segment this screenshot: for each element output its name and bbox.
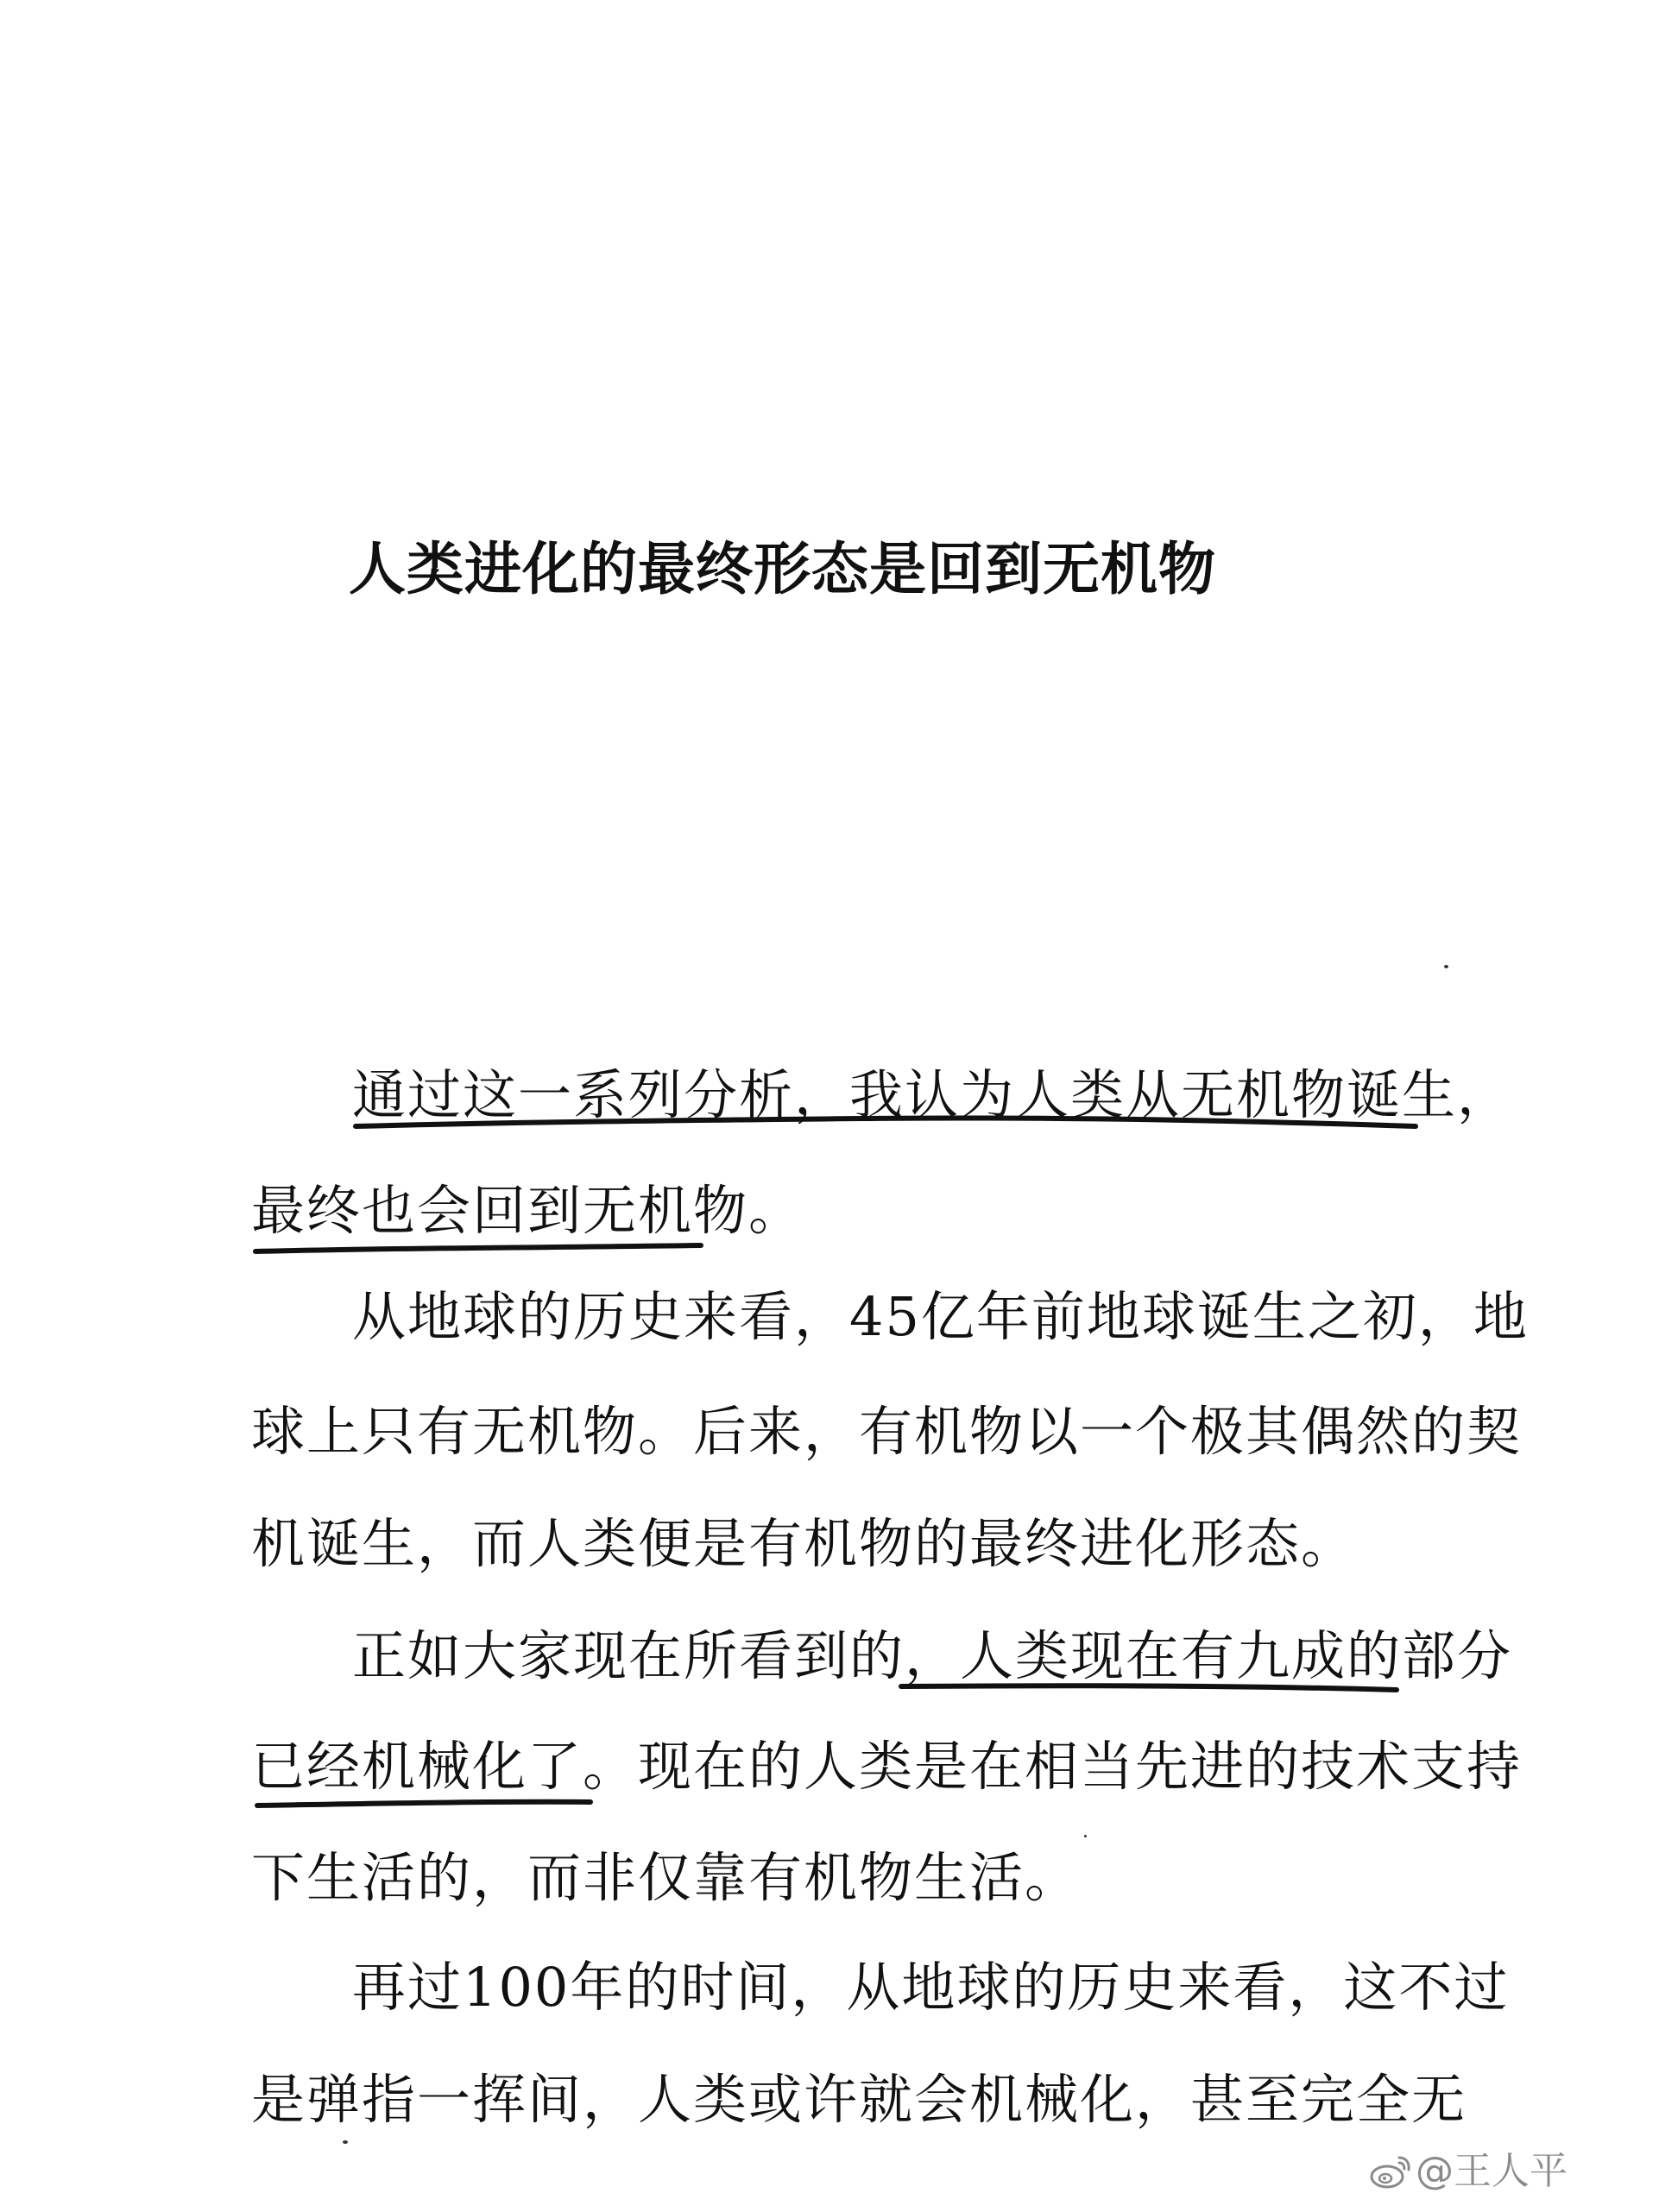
underline-4 [257,1802,590,1806]
body-line-2: 最终也会回到无机物。 [251,1179,804,1242]
scan-speck [343,2140,348,2144]
body-line-9: 再过100年的时间，从地球的历史来看，这不过 [352,1956,1510,2019]
body-line-4: 球上只有无机物。后来，有机物以一个极其偶然的契 [251,1400,1523,1463]
body-line-3: 从地球的历史来看，45亿年前地球诞生之初，地 [352,1285,1529,1348]
body-line-10: 是弹指一挥间，人类或许就会机械化，甚至完全无 [251,2068,1467,2131]
underline-2 [255,1245,701,1251]
body-line-8: 下生活的，而非仅靠有机物生活。 [251,1846,1081,1909]
body-line-6: 正如大家现在所看到的，人类现在有九成的部分 [352,1624,1513,1687]
body-line-7: 已经机械化了。现在的人类是在相当先进的技术支持 [251,1735,1523,1798]
chapter-title: 人类进化的最终形态是回到无机物 [349,535,1216,602]
body-line-1: 通过这一系列分析，我认为人类从无机物诞生， [352,1063,1513,1126]
weibo-logo-icon [1370,2152,1411,2190]
body-line-5: 机诞生，而人类便是有机物的最终进化形态。 [251,1512,1357,1575]
watermark-handle: @王人平 [1416,2149,1568,2193]
scan-speck [1084,1835,1087,1837]
scan-speck [1444,965,1448,968]
